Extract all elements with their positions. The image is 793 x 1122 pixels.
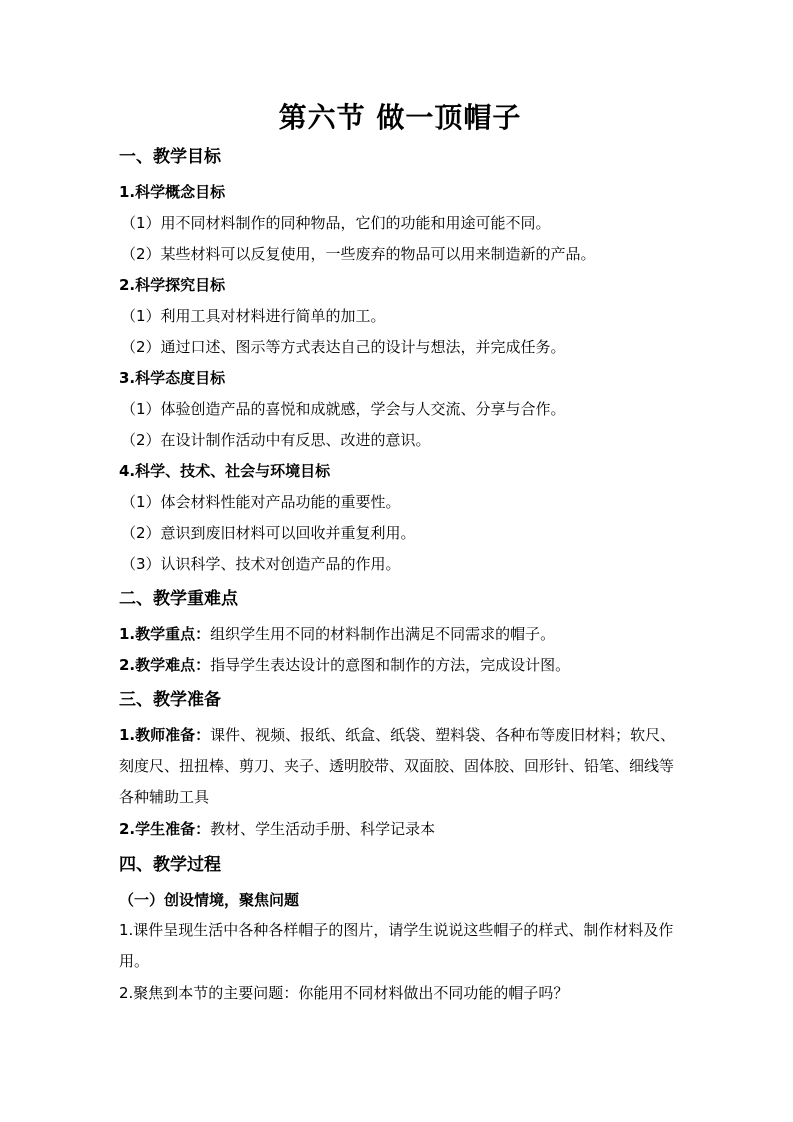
list-item: （2）通过口述、图示等方式表达自己的设计与想法，并完成任务。	[121, 338, 566, 356]
subheading-sts: 4.科学、技术、社会与环境目标	[119, 462, 331, 480]
section-heading-goals: 一、教学目标	[119, 147, 221, 167]
teacher-prep-text: 课件、视频、报纸、纸盒、纸袋、塑料袋、各种布等废旧材料；软尺、刻度尺、扭扭棒、剪刀、夹子、透明胶带、双面胶、固体胶、回形针、铅笔、细线等各种辅助工具	[119, 726, 676, 806]
process-paragraph-2: 2.聚焦到本节的主要问题：你能用不同材料做出不同功能的帽子吗？	[119, 984, 569, 1002]
key-point-label: 1.教学重点：	[119, 625, 211, 643]
section-heading-keypoints: 二、教学重难点	[119, 589, 238, 609]
student-prep-text: 教材、学生活动手册、科学记录本	[210, 820, 436, 838]
process-paragraph-1: 1.课件呈现生活中各种各样帽子的图片，请学生说说这些帽子的样式、制作材料及作用。	[119, 921, 674, 970]
subheading-attitude: 3.科学态度目标	[119, 369, 226, 387]
subheading-concept: 1.科学概念目标	[119, 183, 226, 201]
teacher-prep-paragraph	[119, 720, 681, 813]
list-item: （2）意识到废旧材料可以回收并重复利用。	[121, 524, 416, 542]
list-item: （1）用不同材料制作的同种物品，它们的功能和用途可能不同。	[121, 214, 551, 232]
key-point-paragraph	[119, 624, 681, 644]
difficulty-paragraph	[119, 655, 681, 675]
subheading-situation: （一）创设情境，聚焦问题	[119, 891, 300, 909]
key-point-text: 组织学生用不同的材料制作出满足不同需求的帽子。	[210, 625, 556, 643]
list-item: （1）体验创造产品的喜悦和成就感，学会与人交流、分享与合作。	[121, 400, 566, 418]
difficulty-text: 指导学生表达设计的意图和制作的方法，完成设计图。	[210, 656, 571, 674]
subheading-inquiry: 2.科学探究目标	[119, 276, 226, 294]
student-prep-label: 2.学生准备：	[119, 820, 211, 838]
list-item: （2）在设计制作活动中有反思、改进的意识。	[121, 431, 431, 449]
section-heading-process: 四、教学过程	[119, 855, 221, 875]
teacher-prep-label: 1.教师准备：	[119, 726, 211, 744]
list-item: （3）认识科学、技术对创造产品的作用。	[121, 555, 401, 573]
list-item: （1）利用工具对材料进行简单的加工。	[121, 307, 386, 325]
page-title: 第六节 做一顶帽子	[278, 101, 522, 134]
section-heading-preparation: 三、教学准备	[119, 690, 221, 710]
list-item: （1）体会材料性能对产品功能的重要性。	[121, 493, 401, 511]
difficulty-label: 2.教学难点：	[119, 656, 211, 674]
list-item: （2）某些材料可以反复使用，一些废弃的物品可以用来制造新的产品。	[121, 245, 596, 263]
student-prep-paragraph	[119, 819, 681, 839]
